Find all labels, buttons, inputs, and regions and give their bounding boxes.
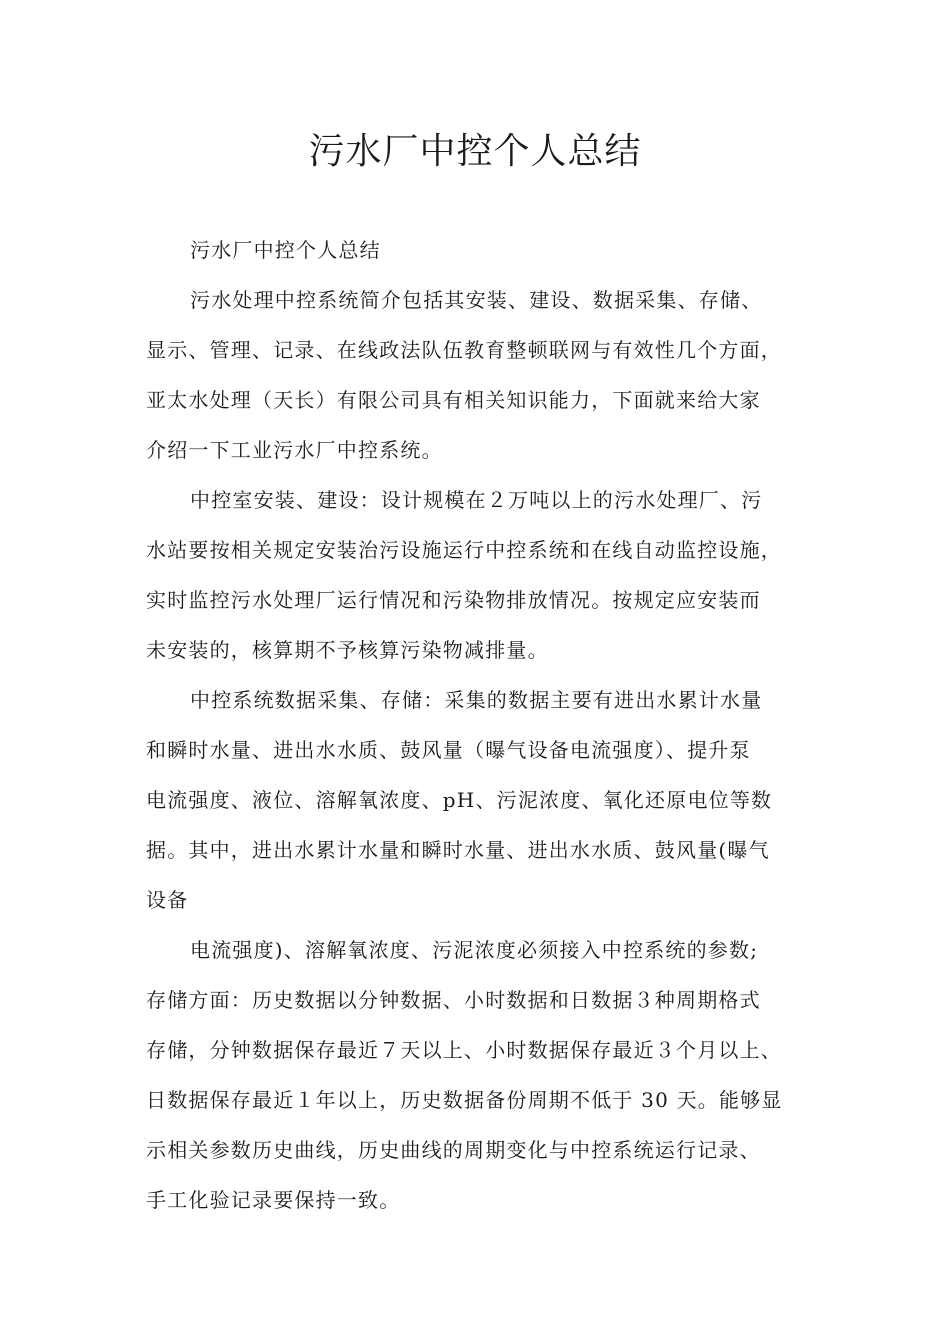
paragraph-line: 和瞬时水量、进出水水质、鼓风量（曝气设备电流强度）、提升泵 xyxy=(146,738,751,762)
paragraph-line: 电流强度、液位、溶解氧浓度、pH、污泥浓度、氧化还原电位等数 xyxy=(146,788,773,812)
subtitle-line: 污水厂中控个人总结 xyxy=(190,238,381,262)
paragraph-line: 中控系统数据采集、存储：采集的数据主要有进出水累计水量 xyxy=(190,688,763,712)
paragraph-line: 日数据保存最近１年以上，历史数据备份周期不低于 30 天。能够显 xyxy=(146,1088,783,1112)
paragraph-line: 示相关参数历史曲线，历史曲线的周期变化与中控系统运行记录、 xyxy=(146,1138,761,1162)
paragraph-line: 介绍一下工业污水厂中控系统。 xyxy=(146,438,443,462)
paragraph-line: 手工化验记录要保持一致。 xyxy=(146,1188,401,1212)
document-title: 污水厂中控个人总结 xyxy=(308,131,642,172)
paragraph-line: 电流强度)、溶解氧浓度、污泥浓度必须接入中控系统的参数; xyxy=(190,938,759,962)
paragraph-line: 存储，分钟数据保存最近７天以上、小时数据保存最近３个月以上、 xyxy=(146,1038,782,1062)
paragraph-line: 污水处理中控系统简介包括其安装、建设、数据采集、存储、 xyxy=(190,288,763,312)
paragraph-line: 亚太水处理（天长）有限公司具有相关知识能力，下面就来给大家 xyxy=(146,388,761,412)
paragraph-line: 水站要按相关规定安装治污设施运行中控系统和在线自动监控设施， xyxy=(146,538,782,562)
paragraph-line: 中控室安装、建设：设计规模在２万吨以上的污水处理厂、污 xyxy=(190,488,763,512)
paragraph-line: 据。其中，进出水累计水量和瞬时水量、进出水水质、鼓风量(曝气 xyxy=(146,838,770,862)
paragraph-line: 显示、管理、记录、在线政法队伍教育整顿联网与有效性几个方面， xyxy=(146,338,782,362)
paragraph-line: 设备 xyxy=(146,888,189,912)
paragraph-line: 未安装的，核算期不予核算污染物减排量。 xyxy=(146,638,549,662)
paragraph-line: 存储方面：历史数据以分钟数据、小时数据和日数据３种周期格式 xyxy=(146,988,761,1012)
paragraph-line: 实时监控污水处理厂运行情况和污染物排放情况。按规定应安装而 xyxy=(146,588,761,612)
